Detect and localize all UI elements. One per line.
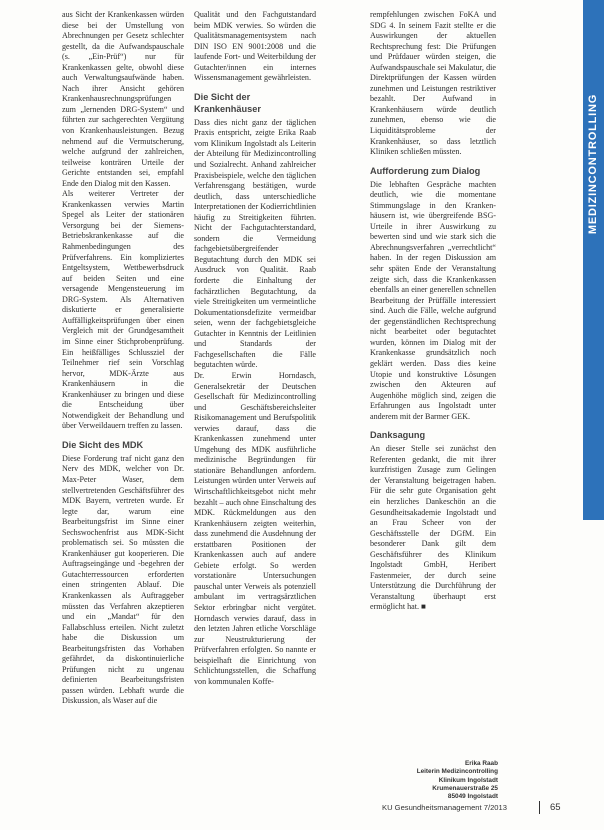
article-column-1 [62, 10, 184, 707]
paragraph: Die lebhaften Gespräche machten deutlich, wie die momentane Stimmungslage in den Kranken-häusern ist, wie übergreifende BSG-Urteile in ihrer Auswirkung zu bewerten sind und wie stark sich die Abrechnungsverfahren „verrechtlicht“ haben. In der regen Diskussion am sehr späten Ende der Veranstaltung zeigte sich, dass die Krankenkassen ebenfalls an einer generellen schnellen Bearbeitung der Prüffälle interessiert sind. Auch die Fälle, welche aufgrund der gegenständlichen Rechtsprechung nicht bearbeitet oder begutachtet wurden, können im Dialog mit der Krankenkasse grundsätzlich noch geklärt werden. Dass dies keine Utopie und konstruktive Lösungen zwischen den Akteuren auf Augenhöhe möglich sind, zeigen die Erfahrungen aus Ingolstadt unter anderem mit der Barmer GEK. [370, 179, 496, 421]
section-label-container [583, 0, 604, 520]
section-heading: Aufforderung zum Dialog [370, 165, 481, 176]
paragraph: Dass dies nicht ganz der täglichen Praxis entspricht, zeigte Erika Raab vom Klinikum Ingolstadt als Leiterin der Abteilung für Medizincontrolling und Sozialrecht. Anhand zahlreicher Praxisbeispiele, welche den täglichen Verfahrensgang bestätigen, wurde deutlich, dass unterschiedliche Interpretationen der Kodierrichtlinien häufig zu Streitigkeiten führten. Nicht der Fachgutachterstandard, sondern die Vermeidung fachgebietsübergreifender Begutachtung durch den MDK sei Ausdruck von Qualität. Raab forderte die Einhaltung der fachärztlichen Begutachtung, da viele Streitigkeiten um vermeintliche Dokumentationsdefizite vermeidbar seien, wenn der fachgebietsgleiche Gutachter in Kenntnis der Leitlinien und Standards der Fachgesellschaften die Fälle begutachten würde. [194, 117, 316, 370]
paragraph: Qualität und den Fachgutstandard beim MDK verwies. So würden die Qualitätsmanagementsystem nach DIN ISO EN 9001:2008 und die laufende Fort- und Weiterbildung der Gutachter/innen ein internes Wissensmanagement gewährleisten. [194, 10, 316, 83]
paragraph: Als weiterer Vertreter der Krankenkassen verwies Martin Spegel als Leiter der stationären Versorgung bei der Siemens-Betriebskrankenkasse auf die Rahmenbedingungen des Prüfverfahrens. Ein kompliziertes Entgeltsystem, Wettbewerbsdruck auf beiden Seiten und eine versagende Mengensteuerung im DRG-System. Als Alternativen diskutierte er generalisierte Auffälligkeitsprüfungen über einen Vergleich mit der Grundgesamtheit im Sinne einer Stichprobenprüfung. Ein heißfälliges Schlussziel der Teilnehmer rief sein Vorschlag hervor, MDK-Ärzte aus Krankenhäusern in die Krankenhäuser zu bringen und diese die Entscheidung über Notwendigkeit der Behandlung und über Verweildauern treffen zu lassen. [62, 189, 184, 431]
paragraph: Diese Forderung traf nicht ganz den Nerv des MDK, welcher von Dr. Max-Peter Waser, dem stellvertretenden Geschäftsführer des MDK Bayern, vertreten wurde. Er legte dar, warum eine Bearbeitungsfrist im Sinne einer Sechswochenfrist aus MDK-Sicht problematisch sei. So müssten die Krankenhäuser gut kooperieren. Die Auftragseingänge und -begehren der Gutachterressourcen erforderten einen stringenten Ablauf. Die Krankenkassen als Auftraggeber müssten das Verfahren akzeptieren und ein „Mandat“ für den Fallabschluss erteilen. Nicht zuletzt habe die Diskussion um Bearbeitungsfristen das Vorhaben gefährdet, da diskontinuierliche Prüfungen nicht zu ungenau definierten Bearbeitungsfristen passen würden. Lebhaft wurde die Diskussion, als Waser auf die [62, 453, 184, 706]
footer-divider [539, 801, 540, 814]
author-street: Krumenauerstraße 25 [432, 784, 498, 792]
paragraph: Dr. Erwin Horndasch, Generalsekretär der Deutschen Gesellschaft für Medizincontrolling und Geschäftsbereichsleiter Risikomanagement und Berufspolitik verwies darauf, dass die Krankenkassen zunehmend unter Umgehung des MDK ausführliche medizinische Begründungen für stationäre Behandlungen anfordern. Leistungen würden unter Verweis auf Wirtschaftlichkeitsgebot nicht mehr bezahlt – auch ohne Einschaltung des MDK. Rückmeldungen aus den Krankenhäusern zeigten weiterhin, dass zunehmend die Ausdehnung der erstattbaren Positionen der Krankenkassen auch auf andere Gebiete erfolgt. So werden vorstationäre Untersuchungen pauschal unter Verweis als potenziell ambulant im vertragsärztlichen Sektor erbringbar nicht vergütet. Horndasch verwies darauf, dass in den letzten Jahren etliche Vorschläge zur Neustrukturierung der Prüfverfahren erfolgten. So nannte er beispielhaft die Einrichtung von Schlichtungsstellen, die Schaffung von kommunalen Koffe- [194, 370, 316, 686]
author-name: Erika Raab [464, 760, 498, 767]
section-label: MEDIZINCONTROLLING [587, 93, 600, 235]
journal-title: KU Gesundheitsmanagement 7/2013 [382, 803, 507, 812]
author-role: Leiterin Medizincontrolling [416, 768, 498, 776]
article-column-3 [370, 10, 496, 613]
section-heading: Die Sicht der Krankenhäuser [194, 91, 261, 114]
author-organization: Klinikum Ingolstadt [438, 776, 498, 784]
article-column-2 [194, 10, 316, 687]
paragraph: rempfehlungen zwischen FoKA und SDG 4. In seinem Fazit stellte er die Auswirkungen der aktuellen Rechtsprechung fest: Die Prüfungen und Prüfdauer würden steigen, die Aufwandspauschale sei Makulatur, die Direktprüfungen der Kassen würden zunehmen und Leistungen restriktiver bezahlt. Der Aufwand in Krankenhäusern würde deutlich zunehmen, ebenso wie die Liquiditätsprobleme der Krankenhäuser, so dass letztlich Kliniken schließen müssten. [370, 10, 496, 157]
section-heading: Die Sicht des MDK [62, 439, 144, 450]
paragraph: aus Sicht der Krankenkassen würden diese bei der Umstellung von Abrechnungen per Gesetz schlechter gestellt, da die Aufwandspauschale (s. „Ein-Prüf“) nur für Krankenkassen gelte, obwohl diese auch Verwaltungsaufwände haben. Nach ihrer Ansicht gehören Krankenhausrechnungsprüfungen zum „lernenden DRG-System“ und führten zur sachgerechten Vergütung von Krankenhausleistungen. Bezug nehmend auf die Vermutscherung, welche aufgrund der zahlreichen, teilweise konträren Urteile der Gerichte entstanden sei, empfahl Ende den Dialog mit den Kassen. [62, 10, 184, 188]
author-block [417, 760, 498, 801]
author-city: 85049 Ingolstadt [447, 793, 498, 801]
page-number: 65 [550, 802, 561, 813]
paragraph: An dieser Stelle sei zunächst den Referenten gedankt, die mit ihrer kurzfristigen Zusage zum Gelingen der Veranstaltung beigetragen haben. Für die sehr gute Organisation geht ein herzliches Dankeschön an die Gesundheitsakademie Ingolstadt und an Frau Scheer von der Geschäftsstelle der DGfM. Ein besonderer Dank gilt dem Geschäftsführer des Klinikum Ingolstadt GmbH, Heribert Fastenmeier, der durch seine Unterstützung die Durchführung der Veranstaltung überhaupt erst ermöglicht hat. ■ [370, 444, 496, 612]
section-heading: Danksagung [370, 430, 426, 441]
